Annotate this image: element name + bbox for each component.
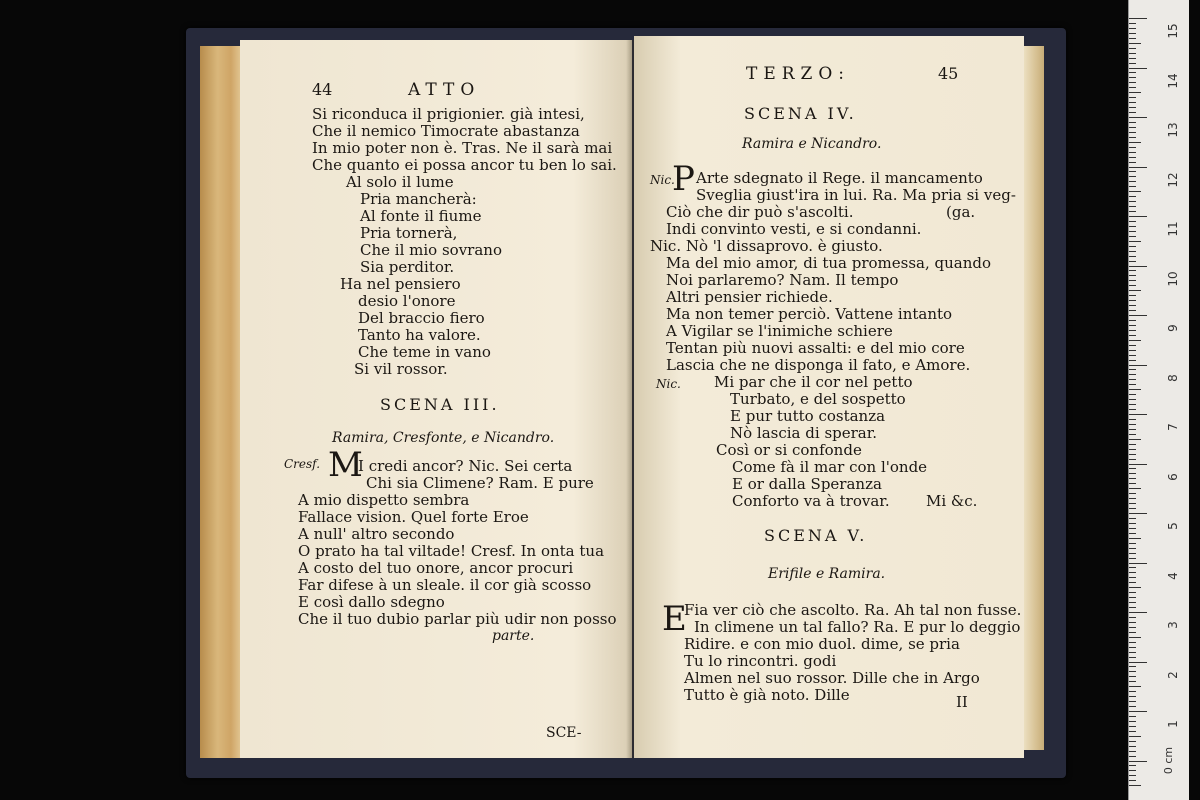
ruler-tick [1129, 493, 1136, 494]
ruler-tick [1129, 587, 1141, 588]
ruler-tick [1129, 191, 1141, 192]
aria-line: E pur tutto costanza [730, 407, 886, 425]
verse-line: Al fonte il fiume [360, 207, 482, 225]
ruler-tick [1129, 666, 1136, 667]
ruler-tick [1129, 43, 1141, 44]
text-line: Indi convinto vesti, e si condanni. [666, 220, 922, 238]
ruler-tick [1129, 226, 1136, 227]
ruler-tick [1129, 751, 1136, 752]
text-line: Almen nel suo rossor. Dille che in Argo [684, 669, 980, 687]
ruler-tick [1129, 459, 1136, 460]
speaker-label: Nic. [650, 173, 675, 187]
ruler-tick [1129, 488, 1141, 489]
ruler-tick [1129, 548, 1136, 549]
ruler-tick [1129, 290, 1141, 291]
ruler-number: 12 [1166, 171, 1180, 188]
ruler-tick [1129, 543, 1136, 544]
ruler-tick [1129, 399, 1136, 400]
catchword: SCE- [546, 725, 582, 741]
text-line: In mio poter non è. Tras. Ne il sarà mai [312, 139, 613, 157]
ruler-number: 14 [1166, 72, 1180, 89]
ruler-tick [1129, 572, 1136, 573]
ruler-tick [1129, 518, 1136, 519]
text-line: Tutto è già noto. Dille [684, 686, 850, 704]
ruler-tick [1129, 256, 1136, 257]
ruler-tick [1129, 58, 1136, 59]
speaker-label: Cresf. [284, 457, 321, 471]
ruler-tick [1129, 157, 1136, 158]
ruler-tick [1129, 632, 1136, 633]
ruler-tick [1129, 310, 1136, 311]
ruler-tick [1129, 528, 1136, 529]
ruler-tick [1129, 221, 1136, 222]
drop-cap: P [672, 159, 695, 199]
ruler-tick [1129, 181, 1136, 182]
ruler-number: 6 [1166, 472, 1180, 481]
ruler-tick [1129, 671, 1136, 672]
ruler-tick [1129, 523, 1136, 524]
ruler-tick [1129, 558, 1136, 559]
ruler-tick [1129, 18, 1147, 19]
aria-line: Mi par che il cor nel petto [714, 373, 913, 391]
ruler-tick [1129, 468, 1136, 469]
ruler-tick [1129, 676, 1136, 677]
ruler-tick [1129, 602, 1136, 603]
page-edges-left [200, 46, 244, 758]
ruler-tick [1129, 419, 1136, 420]
ruler-tick [1129, 775, 1136, 776]
ruler-tick [1129, 355, 1136, 356]
verse-line: Sia perditor. [360, 258, 455, 276]
ruler-tick [1129, 741, 1136, 742]
text-line: Ma non temer perciò. Vattene intanto [666, 305, 953, 323]
ruler-tick [1129, 300, 1136, 301]
ruler-number: 10 [1166, 270, 1180, 287]
ruler-tick [1129, 92, 1141, 93]
ruler-tick [1129, 538, 1141, 539]
ruler-tick [1129, 132, 1136, 133]
text-line: Sveglia giust'ira in lui. Ra. Ma pria si veg- [696, 186, 1016, 204]
ruler-tick [1129, 186, 1136, 187]
ruler-tick [1129, 147, 1136, 148]
ruler-tick [1129, 711, 1147, 712]
ruler-tick [1129, 38, 1136, 39]
ruler-tick [1129, 127, 1136, 128]
ruler-tick [1129, 162, 1136, 163]
ruler-tick [1129, 716, 1136, 717]
right-page [634, 36, 1024, 758]
ruler-tick [1129, 295, 1136, 296]
ruler-tick [1129, 592, 1136, 593]
verse-line: Che teme in vano [358, 343, 491, 361]
ruler-tick [1129, 350, 1136, 351]
ruler-tick [1129, 746, 1136, 747]
ruler-tick [1129, 696, 1136, 697]
drop-cap: M [328, 445, 363, 485]
verse-line: Al solo il lume [346, 173, 454, 191]
scene-title: SCENA IV. [744, 104, 857, 123]
ruler-tick [1129, 473, 1136, 474]
ruler-tick [1129, 196, 1136, 197]
ruler-tick [1129, 117, 1147, 118]
ruler-tick [1129, 553, 1136, 554]
ruler-tick [1129, 280, 1136, 281]
ruler-tick [1129, 662, 1147, 663]
ruler-tick [1129, 63, 1136, 64]
ruler-tick [1129, 483, 1136, 484]
text-line: A null' altro secondo [298, 525, 455, 543]
ruler-tick [1129, 721, 1136, 722]
speaker-label: Nic. [656, 377, 681, 391]
ruler-tick [1129, 444, 1136, 445]
ruler-tick [1129, 72, 1136, 73]
ruler-tick [1129, 112, 1136, 113]
ruler-tick [1129, 647, 1136, 648]
ruler-number: 1 [1166, 720, 1180, 728]
ruler-tick [1129, 429, 1136, 430]
ruler-tick [1129, 627, 1136, 628]
ruler-tick [1129, 365, 1147, 366]
ruler-tick [1129, 246, 1136, 247]
text-line: Altri pensier richiede. [666, 288, 833, 306]
ruler-tick [1129, 577, 1136, 578]
ruler-tick [1129, 216, 1147, 217]
ruler-tick [1129, 503, 1136, 504]
ruler-tick [1129, 756, 1136, 757]
ruler-tick [1129, 681, 1136, 682]
text-line: E così dallo sdegno [298, 593, 445, 611]
ruler-tick [1129, 315, 1147, 316]
text-line: Che quanto ei possa ancor tu ben lo sai. [312, 156, 617, 174]
ruler-tick [1129, 211, 1136, 212]
ruler-tick [1129, 82, 1136, 83]
ruler-number: 4 [1166, 571, 1180, 580]
ruler-tick [1129, 761, 1147, 762]
aria-line: Così or si confonde [716, 441, 862, 459]
text-line: Tentan più nuovi assalti: e del mio core [666, 339, 965, 357]
aria-line: Conforto va à trovar. [732, 492, 890, 510]
scene-cast: Erifile e Ramira. [768, 566, 886, 582]
text-line: Ridire. e con mio duol. dime, se pria [684, 635, 960, 653]
ruler-tick [1129, 389, 1141, 390]
scene-cast: Ramira e Nicandro. [742, 136, 882, 152]
ruler-tick [1129, 335, 1136, 336]
ruler-tick [1129, 320, 1136, 321]
ruler-tick [1129, 261, 1136, 262]
ruler-number: 7 [1166, 423, 1180, 431]
text-line: Chi sia Climene? Ram. E pure [366, 474, 594, 492]
ruler-tick [1129, 369, 1136, 370]
aria-end: Mi &c. [926, 492, 978, 510]
ruler-tick [1129, 53, 1136, 54]
ruler-tick [1129, 404, 1136, 405]
text-line: Fallace vision. Quel forte Eroe [298, 508, 529, 526]
text-line: Far difese à un sleale. il cor già scosso [298, 576, 592, 594]
ruler-tick [1129, 622, 1136, 623]
left-page [240, 40, 632, 758]
ruler-tick [1129, 107, 1136, 108]
ruler-tick [1129, 780, 1136, 781]
text-line: Ciò che dir può s'ascolti. [666, 203, 854, 221]
text-line: In climene un tal fallo? Ra. E pur lo deggio [694, 618, 1021, 636]
ruler-tick [1129, 241, 1141, 242]
ruler-number: 5 [1166, 522, 1180, 530]
ruler-tick [1129, 23, 1136, 24]
left-running-head: ATTO [408, 80, 481, 100]
ruler-tick [1129, 765, 1136, 766]
measurement-ruler [1128, 0, 1189, 800]
text-line: Lascia che ne disponga il fato, e Amore. [666, 356, 971, 374]
ruler-number: 8 [1166, 373, 1180, 382]
ruler-tick [1129, 374, 1136, 375]
ruler-tick [1129, 236, 1136, 237]
text-line: A Vigilar se l'inimiche schiere [666, 322, 893, 340]
ruler-tick [1129, 439, 1141, 440]
ruler-tick [1129, 266, 1147, 267]
ruler-tick [1129, 77, 1136, 78]
ruler-tick [1129, 478, 1136, 479]
verse-line: Ha nel pensiero [340, 275, 461, 293]
verse-line: desio l'onore [358, 292, 456, 310]
ruler-tick [1129, 28, 1136, 29]
text-line: Noi parlaremo? Nam. Il tempo [666, 271, 899, 289]
text-line: Si riconduca il prigionier. già intesi, [312, 105, 585, 123]
text-line: Ma del mio amor, di tua promessa, quando [666, 254, 992, 272]
ruler-tick [1129, 434, 1136, 435]
text-line: O prato ha tal viltade! Cresf. In onta tua [298, 542, 605, 560]
ruler-tick [1129, 563, 1147, 564]
ruler-tick [1129, 770, 1136, 771]
ruler-number: 11 [1166, 221, 1180, 237]
ruler-tick [1129, 176, 1136, 177]
ruler-number: 2 [1166, 670, 1180, 679]
text-line: A mio dispetto sembra [298, 491, 470, 509]
text-line: Arte sdegnato il Rege. il mancamento [696, 169, 983, 187]
verse-line: Pria tornerà, [360, 224, 458, 242]
page-edges-right [1022, 46, 1044, 750]
ruler-tick [1129, 102, 1136, 103]
ruler-tick [1129, 231, 1136, 232]
ruler-tick [1129, 68, 1147, 69]
ruler-tick [1129, 424, 1136, 425]
ruler-tick [1129, 607, 1136, 608]
right-page-number: 45 [938, 64, 959, 83]
ruler-tick [1129, 567, 1136, 568]
ruler-tick [1129, 379, 1136, 380]
text-line: Tu lo rincontri. godi [684, 652, 837, 670]
ruler-tick [1129, 270, 1136, 271]
ruler-tick [1129, 87, 1136, 88]
ruler-tick [1129, 345, 1136, 346]
right-running-head: TERZO: [746, 64, 851, 84]
ruler-number: 3 [1166, 621, 1180, 629]
aria-line: E or dalla Speranza [732, 475, 882, 493]
ruler-tick [1129, 508, 1136, 509]
ruler-tick [1129, 612, 1147, 613]
ruler-tick [1129, 360, 1136, 361]
ruler-tick [1129, 152, 1136, 153]
ruler-tick [1129, 285, 1136, 286]
scene-title: SCENA V. [764, 526, 868, 545]
ruler-tick [1129, 597, 1136, 598]
ruler-tick [1129, 305, 1136, 306]
ruler-tick [1129, 736, 1141, 737]
ruler-tick [1129, 171, 1136, 172]
ruler-tick [1129, 201, 1136, 202]
verse-line: Del braccio fiero [358, 309, 485, 327]
text-line: Che il tuo dubio parlar più udir non posso [298, 610, 617, 628]
verse-line: Tanto ha valore. [358, 326, 481, 344]
ruler-tick [1129, 48, 1136, 49]
ruler-tick [1129, 384, 1136, 385]
ruler-tick [1129, 167, 1147, 168]
ruler-tick [1129, 701, 1136, 702]
ruler-tick [1129, 637, 1141, 638]
ruler-tick [1129, 464, 1147, 465]
ruler-tick [1129, 657, 1136, 658]
ruler-tick [1129, 275, 1136, 276]
drop-cap: E [662, 599, 687, 639]
text-line: Fia ver ciò che ascolto. Ra. Ah tal non fusse. [684, 601, 1022, 619]
ruler-tick [1129, 617, 1136, 618]
stage-direction: parte. [492, 628, 535, 644]
ruler-tick [1129, 97, 1136, 98]
ruler-tick [1129, 206, 1136, 207]
ruler-tick [1129, 652, 1136, 653]
scene-cast: Ramira, Cresfonte, e Nicandro. [332, 430, 555, 446]
ruler-tick [1129, 414, 1147, 415]
ruler-tick [1129, 726, 1136, 727]
text-line: Nic. Nò 'l dissaprovo. è giusto. [650, 237, 883, 255]
ruler-tick [1129, 642, 1136, 643]
text-line: Che il nemico Timocrate abastanza [312, 122, 580, 140]
ruler-tick [1129, 330, 1136, 331]
ruler-tick [1129, 340, 1141, 341]
verse-line: Pria mancherà: [360, 190, 477, 208]
ruler-tick [1129, 706, 1136, 707]
scene-title: SCENA III. [380, 395, 500, 414]
ruler-number: 9 [1166, 324, 1180, 332]
signature-mark: II [956, 693, 968, 711]
ruler-tick [1129, 142, 1141, 143]
ruler-unit: 0 cm [1162, 746, 1176, 775]
ruler-number: 13 [1166, 122, 1180, 138]
aria-line: Nò lascia di sperar. [730, 424, 878, 442]
ruler-tick [1129, 449, 1136, 450]
ruler-number: 15 [1166, 23, 1180, 39]
ruler-tick [1129, 137, 1136, 138]
ruler-tick [1129, 325, 1136, 326]
text-line: A costo del tuo onore, ancor procuri [298, 559, 574, 577]
ruler-tick [1129, 513, 1147, 514]
ruler-tick [1129, 33, 1136, 34]
ruler-tick [1129, 454, 1136, 455]
ruler-tick [1129, 691, 1136, 692]
verse-line: Che il mio sovrano [360, 241, 502, 259]
text-line: I credi ancor? Nic. Sei certa [358, 457, 573, 475]
aria-line: Turbato, e del sospetto [730, 390, 906, 408]
ruler-tick [1129, 409, 1136, 410]
ruler-tick [1129, 394, 1136, 395]
ruler-tick [1129, 785, 1141, 786]
verse-line: Si vil rossor. [354, 360, 448, 378]
ruler-tick [1129, 582, 1136, 583]
ruler-tick [1129, 533, 1136, 534]
aria-line: Come fà il mar con l'onde [732, 458, 928, 476]
left-page-number: 44 [312, 80, 333, 99]
ruler-tick [1129, 251, 1136, 252]
ruler-tick [1129, 686, 1141, 687]
ruler-tick [1129, 498, 1136, 499]
text-line: (ga. [946, 203, 976, 221]
ruler-tick [1129, 122, 1136, 123]
ruler-tick [1129, 731, 1136, 732]
